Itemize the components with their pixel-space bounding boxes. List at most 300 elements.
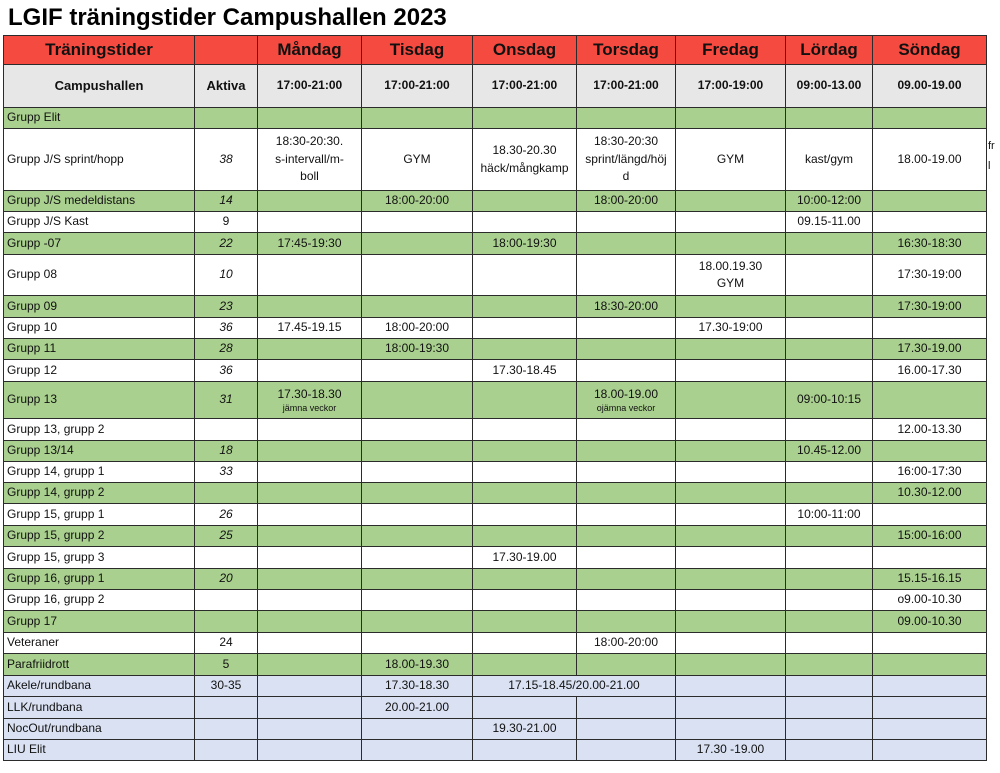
time-cell-tue[interactable] [362,547,473,569]
time-cell-sun[interactable] [873,233,987,255]
time-cell-tue[interactable] [362,590,473,611]
aktiva-cell[interactable] [195,483,258,504]
time-cell-tue[interactable] [362,339,473,360]
day-header[interactable]: Söndag [873,36,987,65]
time-cell-sun[interactable] [873,191,987,212]
time-cell-mon[interactable] [258,419,362,441]
time-cell-tue[interactable] [362,462,473,483]
time-cell-sat[interactable] [786,654,873,676]
aktiva-cell[interactable]: 38 [195,129,258,191]
table-row [4,483,987,504]
time-cell-thu[interactable] [577,296,676,318]
time-cell-thu[interactable] [577,547,676,569]
time-cell-tue[interactable] [362,318,473,339]
time-cell-fri[interactable] [676,590,786,611]
cell-text-line: 18:00-19:30 [384,341,450,356]
time-cell-wed[interactable] [473,129,577,191]
time-cell-fri[interactable] [676,633,786,654]
time-cell-sun[interactable] [873,526,987,547]
time-cell-sat[interactable] [786,419,873,441]
time-cell-tue[interactable] [362,419,473,441]
cell-text-line: GYM [716,151,745,166]
group-name-cell[interactable]: Grupp 16, grupp 2 [4,590,195,611]
subheader-row [4,65,987,108]
time-header[interactable]: 17:00-21:00 [473,65,577,108]
aktiva-cell[interactable]: 22 [195,233,258,255]
group-name-cell[interactable]: Grupp Elit [4,108,195,129]
time-cell-thu[interactable] [577,697,676,719]
aktiva-cell[interactable]: 28 [195,339,258,360]
time-cell-fri[interactable] [676,526,786,547]
time-cell-fri[interactable] [676,255,786,296]
time-cell-sun[interactable] [873,441,987,462]
cell-text-line: 17.30-18.30 [384,678,450,693]
group-name-cell[interactable]: NocOut/rundbana [4,719,195,740]
time-cell-wed[interactable] [473,740,577,761]
time-cell-tue[interactable] [362,740,473,761]
aktiva-cell[interactable] [195,419,258,441]
time-cell-sat[interactable] [786,339,873,360]
time-header[interactable]: 09.00-19.00 [873,65,987,108]
time-cell-mon[interactable] [258,526,362,547]
group-name-cell[interactable]: Grupp 16, grupp 1 [4,569,195,590]
table-row [4,129,987,191]
time-cell-sat[interactable] [786,360,873,382]
time-cell-sat[interactable] [786,191,873,212]
cell-text-line: 18:00-20:00 [593,635,659,650]
time-cell-thu[interactable] [577,654,676,676]
time-cell-thu[interactable] [577,255,676,296]
time-cell-tue[interactable] [362,129,473,191]
cell-text-line: 18.00-19.30 [384,656,450,671]
time-cell-tue[interactable] [362,233,473,255]
group-name-cell[interactable]: Grupp -07 [4,233,195,255]
time-cell-tue[interactable] [362,255,473,296]
venue-header[interactable]: Campushallen [4,65,195,108]
time-cell-mon[interactable] [258,547,362,569]
group-name-cell[interactable]: LIU Elit [4,740,195,761]
time-cell-mon[interactable] [258,233,362,255]
time-cell-sun[interactable] [873,129,987,191]
time-cell-tue[interactable] [362,441,473,462]
aktiva-cell[interactable] [195,719,258,740]
time-cell-fri[interactable] [676,419,786,441]
time-cell-sat[interactable] [786,740,873,761]
overflow-text: fr [988,140,995,152]
group-name-cell[interactable]: Grupp 08 [4,255,195,296]
cell-text-line: 09:00-10:15 [796,392,862,407]
time-cell-tue[interactable] [362,719,473,740]
aktiva-cell[interactable]: 25 [195,526,258,547]
group-name-cell[interactable]: Parafriidrott [4,654,195,676]
time-cell-mon[interactable] [258,191,362,212]
cell-text-line: 18.30-20.30 [492,143,557,158]
group-name-cell[interactable]: Grupp J/S sprint/hopp [4,129,195,191]
time-cell-thu[interactable] [577,212,676,233]
time-cell-mon[interactable] [258,255,362,296]
aktiva-cell[interactable]: 18 [195,441,258,462]
time-cell-mon[interactable] [258,441,362,462]
time-cell-wed[interactable] [473,654,577,676]
time-cell-tue[interactable] [362,633,473,654]
time-cell-thu[interactable] [577,382,676,419]
time-cell-wed[interactable] [473,462,577,483]
time-cell-sun[interactable] [873,296,987,318]
time-header[interactable]: 17:00-21:00 [577,65,676,108]
time-cell-tue[interactable] [362,212,473,233]
time-cell-sun[interactable] [873,318,987,339]
time-cell-fri[interactable] [676,318,786,339]
time-cell-thu[interactable] [577,590,676,611]
time-cell-mon[interactable] [258,212,362,233]
group-name-cell[interactable]: Grupp 14, grupp 2 [4,483,195,504]
time-cell-mon[interactable] [258,590,362,611]
time-cell-mon[interactable] [258,339,362,360]
time-cell-fri[interactable] [676,740,786,761]
time-cell-sun[interactable] [873,633,987,654]
time-cell-fri[interactable] [676,719,786,740]
time-cell-fri[interactable] [676,382,786,419]
time-cell-sun[interactable] [873,339,987,360]
group-name-cell[interactable]: Grupp 09 [4,296,195,318]
time-cell-sat[interactable] [786,590,873,611]
time-cell-fri[interactable] [676,360,786,382]
time-cell-thu[interactable] [577,360,676,382]
time-header[interactable]: 09:00-13.00 [786,65,873,108]
time-cell-fri[interactable] [676,611,786,633]
time-cell-mon[interactable] [258,569,362,590]
time-cell-sat[interactable] [786,526,873,547]
aktiva-cell[interactable]: 30-35 [195,676,258,697]
aktiva-cell[interactable]: 20 [195,569,258,590]
time-cell-mon[interactable] [258,719,362,740]
group-name-cell[interactable]: Akele/rundbana [4,676,195,697]
day-header[interactable]: Onsdag [473,36,577,65]
time-cell-mon[interactable] [258,504,362,526]
time-cell-wed[interactable] [473,719,577,740]
time-cell-sun[interactable] [873,676,987,697]
time-cell-tue[interactable] [362,676,473,697]
group-name-cell[interactable]: Grupp 13, grupp 2 [4,419,195,441]
cell-text-line: o9.00-10.30 [897,592,962,607]
cell-text-line: 09.15-11.00 [797,214,861,229]
day-header[interactable]: Torsdag [577,36,676,65]
aktiva-cell[interactable]: 23 [195,296,258,318]
group-name-cell[interactable]: Grupp J/S medeldistans [4,191,195,212]
time-cell-wed[interactable] [473,339,577,360]
aktiva-cell[interactable] [195,611,258,633]
time-cell-tue[interactable] [362,191,473,212]
cell-note: jämna veckor [282,403,337,414]
time-cell-sat[interactable] [786,697,873,719]
time-cell-tue[interactable] [362,504,473,526]
time-cell-sun[interactable] [873,697,987,719]
time-cell-mon[interactable] [258,462,362,483]
time-cell-sat[interactable] [786,255,873,296]
time-cell-thu[interactable] [577,191,676,212]
header-label[interactable]: Träningstider [4,36,195,65]
table-row [4,233,987,255]
time-cell-sun[interactable] [873,255,987,296]
time-cell-thu[interactable] [577,129,676,191]
table-row [4,697,987,719]
time-cell-fri[interactable] [676,441,786,462]
time-cell-wed[interactable] [473,676,676,697]
time-cell-thu[interactable] [577,108,676,129]
time-cell-tue[interactable] [362,611,473,633]
time-cell-sun[interactable] [873,569,987,590]
table-row [4,547,987,569]
table-row [4,339,987,360]
cell-text-line: 17.30-19.00 [897,341,962,356]
overflow-text: l [988,160,991,172]
time-cell-wed[interactable] [473,441,577,462]
time-cell-fri[interactable] [676,483,786,504]
time-cell-sat[interactable] [786,382,873,419]
time-cell-wed[interactable] [473,633,577,654]
cell-text-line: 12.00-13.30 [897,421,962,436]
group-name-cell[interactable]: Grupp 15, grupp 1 [4,504,195,526]
time-cell-mon[interactable] [258,108,362,129]
time-cell-sat[interactable] [786,569,873,590]
time-cell-sun[interactable] [873,547,987,569]
time-cell-sun[interactable] [873,504,987,526]
time-cell-wed[interactable] [473,590,577,611]
time-cell-sat[interactable] [786,233,873,255]
time-cell-thu[interactable] [577,633,676,654]
time-cell-sat[interactable] [786,129,873,191]
time-cell-thu[interactable] [577,419,676,441]
time-cell-sat[interactable] [786,296,873,318]
time-cell-mon[interactable] [258,654,362,676]
time-cell-mon[interactable] [258,296,362,318]
time-cell-thu[interactable] [577,569,676,590]
cell-text-line: 15.15-16.15 [897,571,962,586]
cell-text-line: 18:30-20:30 [593,134,659,149]
time-cell-sun[interactable] [873,419,987,441]
time-cell-wed[interactable] [473,255,577,296]
time-cell-fri[interactable] [676,191,786,212]
time-cell-fri[interactable] [676,129,786,191]
aktiva-cell[interactable] [195,697,258,719]
group-name-cell[interactable]: Grupp J/S Kast [4,212,195,233]
group-name-cell[interactable]: Grupp 13/14 [4,441,195,462]
cell-text-line: 18:30-20:30. [275,134,344,149]
table-row [4,212,987,233]
time-cell-wed[interactable] [473,611,577,633]
time-cell-thu[interactable] [577,526,676,547]
time-cell-sun[interactable] [873,740,987,761]
aktiva-cell[interactable] [195,547,258,569]
time-cell-thu[interactable] [577,483,676,504]
time-cell-thu[interactable] [577,719,676,740]
time-cell-sat[interactable] [786,462,873,483]
time-cell-sat[interactable] [786,676,873,697]
time-cell-thu[interactable] [577,318,676,339]
time-cell-sun[interactable] [873,382,987,419]
table-row [4,191,987,212]
group-name-cell[interactable]: Grupp 13 [4,382,195,419]
time-cell-wed[interactable] [473,569,577,590]
time-cell-wed[interactable] [473,296,577,318]
aktiva-cell[interactable]: 14 [195,191,258,212]
aktiva-cell[interactable]: 36 [195,360,258,382]
header-empty[interactable] [195,36,258,65]
time-cell-sat[interactable] [786,108,873,129]
time-cell-tue[interactable] [362,654,473,676]
time-cell-mon[interactable] [258,740,362,761]
time-cell-fri[interactable] [676,654,786,676]
time-cell-mon[interactable] [258,129,362,191]
time-cell-thu[interactable] [577,740,676,761]
time-cell-sun[interactable] [873,108,987,129]
time-cell-sat[interactable] [786,547,873,569]
time-cell-wed[interactable] [473,547,577,569]
day-header[interactable]: Fredag [676,36,786,65]
cell-text-line: 10.30-12.00 [897,485,962,500]
time-cell-sat[interactable] [786,318,873,339]
time-cell-thu[interactable] [577,339,676,360]
time-cell-tue[interactable] [362,382,473,419]
group-name-cell[interactable]: Grupp 10 [4,318,195,339]
aktiva-cell[interactable]: 36 [195,318,258,339]
aktiva-cell[interactable] [195,740,258,761]
group-name-cell[interactable]: Grupp 11 [4,339,195,360]
time-cell-wed[interactable] [473,483,577,504]
time-cell-wed[interactable] [473,191,577,212]
time-cell-mon[interactable] [258,382,362,419]
time-cell-sun[interactable] [873,654,987,676]
group-name-cell[interactable]: Grupp 14, grupp 1 [4,462,195,483]
time-header[interactable]: 17:00-21:00 [258,65,362,108]
table-row [4,441,987,462]
time-cell-mon[interactable] [258,483,362,504]
aktiva-cell[interactable] [195,108,258,129]
time-cell-thu[interactable] [577,233,676,255]
table-row [4,462,987,483]
day-header[interactable]: Tisdag [362,36,473,65]
aktiva-cell[interactable]: 24 [195,633,258,654]
time-cell-sat[interactable] [786,633,873,654]
time-cell-tue[interactable] [362,526,473,547]
aktiva-cell[interactable]: 26 [195,504,258,526]
day-header[interactable]: Måndag [258,36,362,65]
group-name-cell[interactable]: Grupp 15, grupp 3 [4,547,195,569]
time-cell-thu[interactable] [577,611,676,633]
aktiva-cell[interactable]: 10 [195,255,258,296]
time-cell-mon[interactable] [258,676,362,697]
time-cell-tue[interactable] [362,569,473,590]
time-cell-thu[interactable] [577,504,676,526]
time-cell-tue[interactable] [362,697,473,719]
time-cell-sat[interactable] [786,719,873,740]
time-cell-tue[interactable] [362,108,473,129]
time-cell-sun[interactable] [873,212,987,233]
time-cell-fri[interactable] [676,697,786,719]
time-cell-sat[interactable] [786,611,873,633]
aktiva-cell[interactable]: 31 [195,382,258,419]
time-cell-wed[interactable] [473,697,577,719]
aktiva-cell[interactable] [195,590,258,611]
time-cell-fri[interactable] [676,462,786,483]
day-header[interactable]: Lördag [786,36,873,65]
time-cell-fri[interactable] [676,339,786,360]
time-cell-sun[interactable] [873,719,987,740]
time-cell-fri[interactable] [676,212,786,233]
cell-text-line: 17.30-19.00 [492,549,557,564]
time-cell-fri[interactable] [676,108,786,129]
cell-text-line: 19.30-21.00 [492,721,557,736]
time-cell-tue[interactable] [362,483,473,504]
time-cell-thu[interactable] [577,462,676,483]
time-cell-mon[interactable] [258,360,362,382]
time-cell-mon[interactable] [258,633,362,654]
time-cell-fri[interactable] [676,569,786,590]
time-cell-fri[interactable] [676,676,786,697]
group-name-cell[interactable]: Veteraner [4,633,195,654]
aktiva-header[interactable]: Aktiva [195,65,258,108]
cell-text-line: 09.00-10.30 [897,613,962,628]
time-cell-fri[interactable] [676,547,786,569]
time-cell-sat[interactable] [786,483,873,504]
cell-text-line: 16.00-17.30 [897,362,962,377]
time-cell-sat[interactable] [786,212,873,233]
time-cell-wed[interactable] [473,504,577,526]
group-name-cell[interactable]: Grupp 12 [4,360,195,382]
cell-text-line: s-intervall/m- [275,151,344,166]
time-cell-wed[interactable] [473,360,577,382]
time-cell-tue[interactable] [362,360,473,382]
time-cell-sun[interactable] [873,590,987,611]
time-cell-sun[interactable] [873,360,987,382]
time-header[interactable]: 17:00-21:00 [362,65,473,108]
time-cell-wed[interactable] [473,318,577,339]
time-cell-wed[interactable] [473,233,577,255]
group-name-cell[interactable]: LLK/rundbana [4,697,195,719]
cell-text-line: 17.30 -19.00 [696,742,765,757]
time-cell-mon[interactable] [258,611,362,633]
time-cell-fri[interactable] [676,504,786,526]
group-name-cell[interactable]: Grupp 15, grupp 2 [4,526,195,547]
time-cell-wed[interactable] [473,108,577,129]
group-name-cell[interactable]: Grupp 17 [4,611,195,633]
time-cell-fri[interactable] [676,233,786,255]
table-row [4,569,987,590]
aktiva-cell[interactable]: 9 [195,212,258,233]
time-cell-sun[interactable] [873,611,987,633]
time-cell-sat[interactable] [786,441,873,462]
aktiva-cell[interactable]: 33 [195,462,258,483]
time-cell-tue[interactable] [362,296,473,318]
time-cell-wed[interactable] [473,526,577,547]
time-header[interactable]: 17:00-19:00 [676,65,786,108]
cell-text-line: 10:00-11:00 [797,506,861,521]
cell-text-line: 18:00-20:00 [384,193,450,208]
time-cell-mon[interactable] [258,318,362,339]
time-cell-thu[interactable] [577,441,676,462]
time-cell-wed[interactable] [473,419,577,441]
aktiva-cell[interactable]: 5 [195,654,258,676]
cell-text-line: 20.00-21.00 [384,699,450,714]
time-cell-sun[interactable] [873,483,987,504]
time-cell-mon[interactable] [258,697,362,719]
time-cell-wed[interactable] [473,212,577,233]
time-cell-fri[interactable] [676,296,786,318]
time-cell-sat[interactable] [786,504,873,526]
time-cell-wed[interactable] [473,382,577,419]
cell-text-line: 18.00-19.00 [593,386,659,401]
time-cell-sun[interactable] [873,462,987,483]
